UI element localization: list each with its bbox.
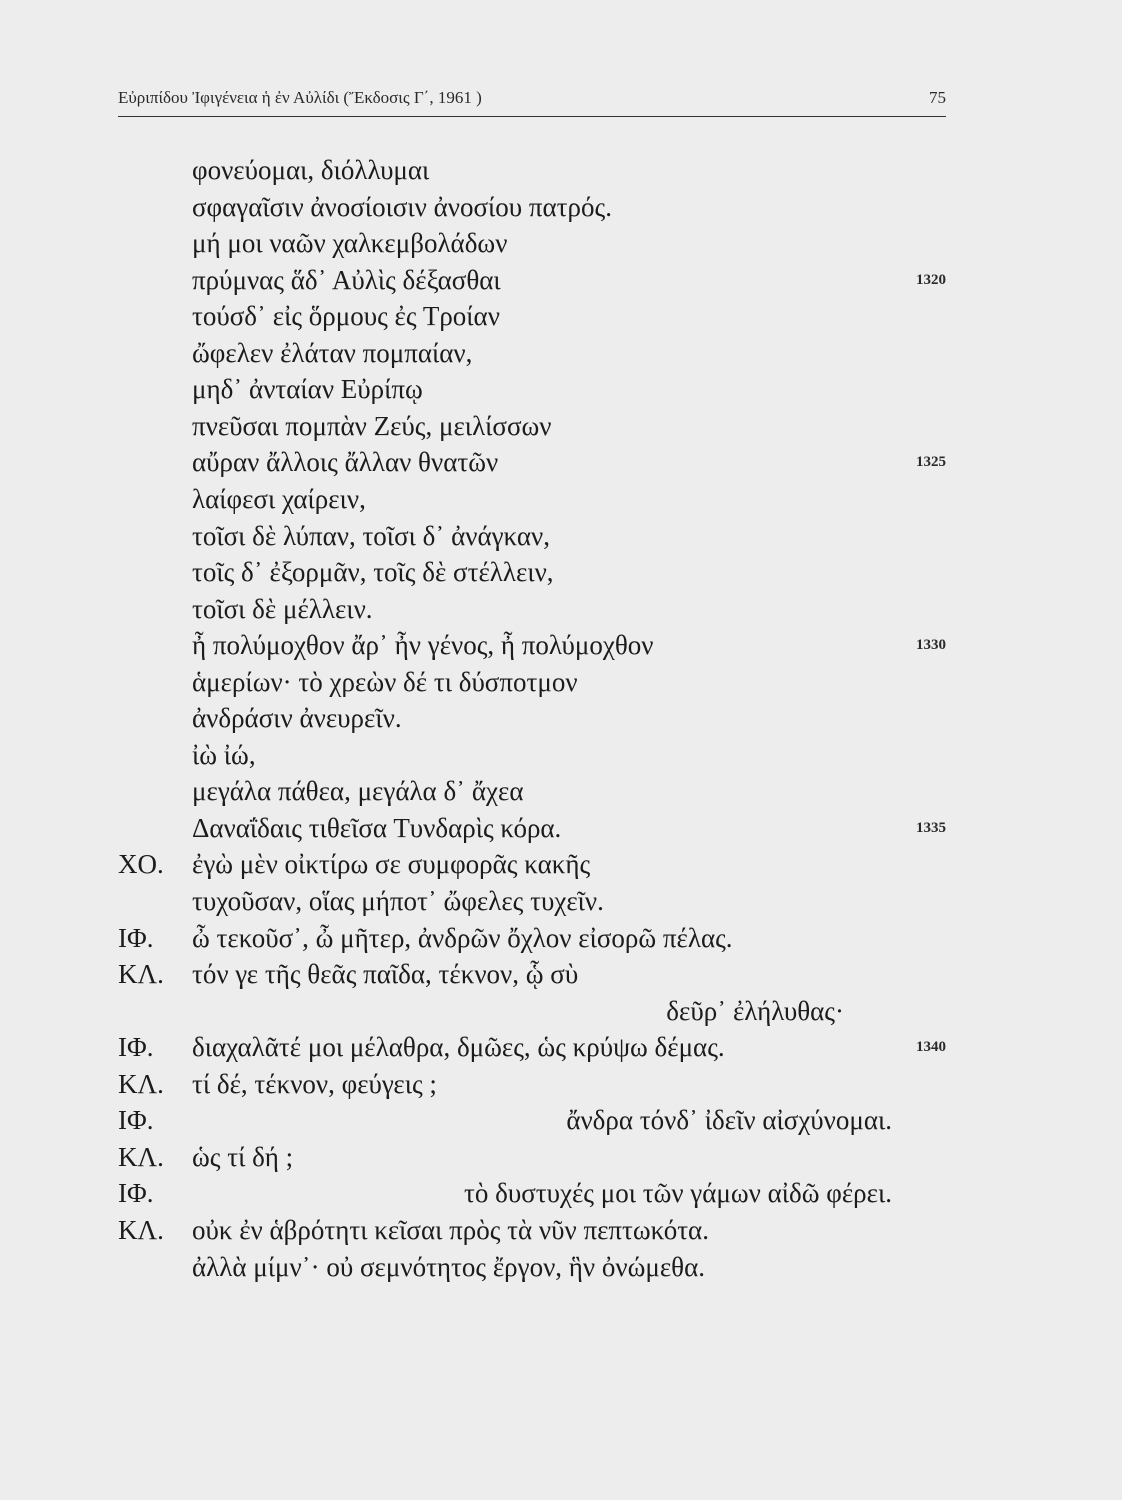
speaker-label: ΙΦ. bbox=[118, 1105, 154, 1136]
verse-text: τὸ δυστυχές μοι τῶν γάμων αἰδῶ φέρει. bbox=[464, 1178, 892, 1209]
verse-line bbox=[0, 1175, 1122, 1211]
verse-line bbox=[0, 1139, 1122, 1175]
verse-line bbox=[0, 554, 1122, 590]
verse-text: τί δέ, τέκνον, φεύγεις ; bbox=[192, 1068, 437, 1099]
verse-line bbox=[0, 1066, 1122, 1102]
verse-text: λαίφεσι χαίρειν, bbox=[192, 483, 366, 514]
verse-text: ὡς τί δή ; bbox=[192, 1141, 294, 1172]
verse-line bbox=[0, 1029, 1122, 1065]
verse-text: πρύμνας ἅδ᾽ Αὐλὶς δέξασθαι bbox=[192, 264, 501, 295]
line-number: 1330 bbox=[916, 637, 946, 654]
verse-text: ἁμερίων· τὸ χρεὼν δέ τι δύσποτμον bbox=[192, 666, 578, 697]
verse-text: τόν γε τῆς θεᾶς παῖδα, τέκνον, ᾧ σὺ bbox=[192, 959, 579, 990]
speaker-label: ΙΦ. bbox=[118, 1032, 154, 1063]
verse-text: ἐγὼ μὲν οἰκτίρω σε συμφορᾶς κακῆς bbox=[192, 849, 591, 880]
verse-line bbox=[0, 298, 1122, 334]
verse-text: σφαγαῖσιν ἀνοσίοισιν ἀνοσίου πατρός. bbox=[192, 191, 612, 222]
verse-line bbox=[0, 335, 1122, 371]
verse-text: δεῦρ᾽ ἐλήλυθας· bbox=[666, 995, 844, 1026]
verse-line bbox=[0, 518, 1122, 554]
verse-line bbox=[0, 1102, 1122, 1138]
verse-line bbox=[0, 371, 1122, 407]
verse-line bbox=[0, 846, 1122, 882]
verse-text: ἄνδρα τόνδ᾽ ἰδεῖν αἰσχύνομαι. bbox=[566, 1105, 892, 1136]
verse-line bbox=[0, 737, 1122, 773]
verse-text: οὐκ ἐν ἁβρότητι κεῖσαι πρὸς τὰ νῦν πεπτωκότα. bbox=[192, 1214, 709, 1245]
verse-text: τοῖσι δὲ μέλλειν. bbox=[192, 593, 373, 624]
speaker-label: ΙΦ. bbox=[118, 1178, 154, 1209]
verse-text: μή μοι ναῶν χαλκεμβολάδων bbox=[192, 228, 508, 259]
speaker-label: ΚΛ. bbox=[118, 1068, 164, 1099]
verse-text: ἦ πολύμοχθον ἄρ᾽ ἦν γένος, ἦ πολύμοχθον bbox=[192, 630, 654, 661]
running-header bbox=[118, 86, 946, 117]
verse-text: τυχοῦσαν, οἵας μήποτ᾽ ὤφελες τυχεῖν. bbox=[192, 886, 604, 916]
verse-text: ἀλλὰ μίμν᾽· οὐ σεμνότητος ἔργον, ἣν ὀνώμεθα. bbox=[192, 1251, 705, 1282]
verse-line bbox=[0, 189, 1122, 225]
line-number: 1320 bbox=[916, 271, 946, 288]
verse-line bbox=[0, 591, 1122, 627]
verse-text: ὤφελεν ἐλάταν πομπαίαν, bbox=[192, 337, 473, 368]
verse-line bbox=[0, 152, 1122, 188]
verse-text: μηδ᾽ ἀνταίαν Εὐρίπῳ bbox=[192, 374, 423, 405]
verse-line bbox=[0, 1212, 1122, 1248]
verse-text: τοῖς δ᾽ ἐξορμᾶν, τοῖς δὲ στέλλειν, bbox=[192, 557, 554, 588]
running-title: Εὐριπίδου Ἰφιγένεια ἡ ἐν Αὐλίδι (Ἔκδοσις Γ΄, 1961 ) bbox=[118, 88, 482, 107]
verse-text: ἀνδράσιν ἀνευρεῖν. bbox=[192, 703, 402, 734]
verse-line bbox=[0, 810, 1122, 846]
verse-line bbox=[0, 225, 1122, 261]
verse-line bbox=[0, 627, 1122, 663]
verse-text: φονεύομαι, διόλλυμαι bbox=[192, 155, 430, 185]
verse-line bbox=[0, 664, 1122, 700]
verse-line bbox=[0, 481, 1122, 517]
verse-line bbox=[0, 993, 1122, 1029]
verse-line bbox=[0, 773, 1122, 809]
verse-text: τούσδ᾽ εἰς ὅρμους ἐς Τροίαν bbox=[192, 301, 500, 332]
line-number: 1335 bbox=[916, 819, 946, 836]
verse-line bbox=[0, 956, 1122, 992]
verse-line bbox=[0, 408, 1122, 444]
verse-line bbox=[0, 1249, 1122, 1285]
speaker-label: ΚΛ. bbox=[118, 1214, 164, 1245]
verse-line bbox=[0, 262, 1122, 298]
verse-text: Δαναΐδαις τιθεῖσα Τυνδαρὶς κόρα. bbox=[192, 812, 562, 843]
line-number: 1340 bbox=[916, 1039, 946, 1056]
verse-line bbox=[0, 920, 1122, 956]
verse-text: ὦ τεκοῦσ᾽, ὦ μῆτερ, ἀνδρῶν ὄχλον εἰσορῶ πέλας. bbox=[192, 922, 733, 953]
verse-text: πνεῦσαι πομπὰν Ζεύς, μειλίσσων bbox=[192, 410, 552, 441]
verse-line bbox=[0, 700, 1122, 736]
verse-text: τοῖσι δὲ λύπαν, τοῖσι δ᾽ ἀνάγκαν, bbox=[192, 520, 551, 551]
verse-line bbox=[0, 444, 1122, 480]
line-number: 1325 bbox=[916, 454, 946, 471]
speaker-label: ΚΛ. bbox=[118, 959, 164, 990]
verse-text: μεγάλα πάθεα, μεγάλα δ᾽ ἄχεα bbox=[192, 776, 524, 807]
page-number: 75 bbox=[929, 88, 946, 107]
verse-text: ἰὼ ἰώ, bbox=[192, 739, 256, 770]
speaker-label: ΙΦ. bbox=[118, 922, 154, 953]
verse-text: αὔραν ἄλλοις ἄλλαν θνατῶν bbox=[192, 447, 499, 478]
verse-text: διαχαλᾶτέ μοι μέλαθρα, δμῶες, ὡς κρύψω δέμας. bbox=[192, 1032, 725, 1063]
speaker-label: ΧΟ. bbox=[118, 849, 164, 880]
speaker-label: ΚΛ. bbox=[118, 1141, 164, 1172]
verse-line bbox=[0, 883, 1122, 919]
